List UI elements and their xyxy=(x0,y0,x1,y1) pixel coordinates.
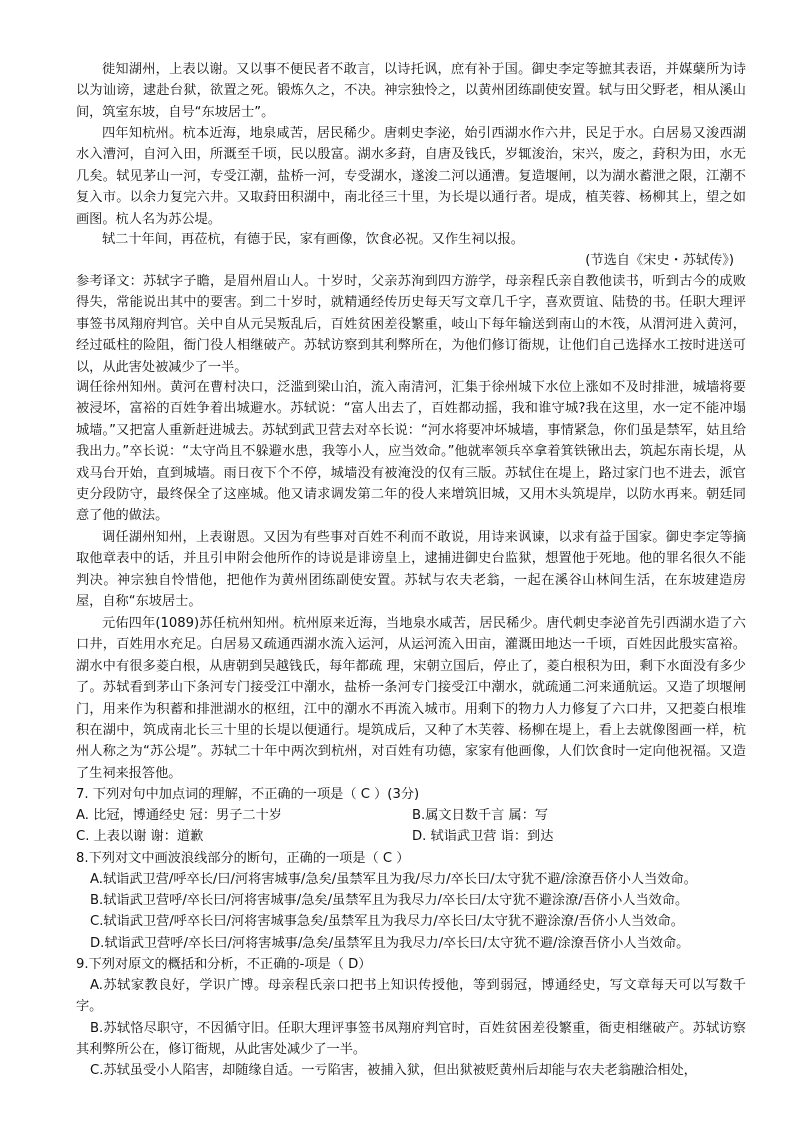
question-7-stem: 7. 下列对句中加点词的理解，不正确的一项是（ C ）(3分) xyxy=(76,787,420,802)
question-8-option-c: C.轼诣武卫营/呼卒长曰/河将害城事急矣/虽禁军且为我尽力/卒长曰/太守犹不避涂潦/吾侪小人当效命。 xyxy=(90,914,684,929)
question-9-option-c: C.苏轼虽受小人陷害，却随缘自适。一亏陷害，被捕入狱，但出狱被贬黄州后却能与农夫老翁融洽相处， xyxy=(90,1063,697,1078)
question-7-option-a: A. 比冠，博通经史 冠：男子二十岁 xyxy=(76,808,282,823)
question-7-option-c: C. 上表以谢 谢：道歉 xyxy=(76,829,204,844)
question-7-option-b: B.属文日数千言 属：写 xyxy=(412,808,549,823)
question-8-option-a: A.轼诣武卫营/呼卒长/曰/河将害城事/急矣/虽禁军且为我/尽力/卒长曰/太守犹不避/涂潦吾侪小人当效命。 xyxy=(90,872,697,887)
original-paragraph-1: 徙知湖州，上表以谢。又以事不便民者不敢言，以诗托讽，庶有补于国。御史李定等摭其表语，并媒蘖所为诗以为讪谤，逮赴台狱，欲置之死。锻炼久之，不决。神宗独怜之，以黄州团练副使安置。轼与田父野老，相从溪山间，筑室东坡，自号“东坡居士”。 xyxy=(76,62,746,120)
translation-paragraph-3: 调任湖州知州，上表谢恩。又因为有些事对百姓不利而不敢说，用诗来讽谏，以求有益于国家。御史李定等摘取他章表中的话，并且引申附会他所作的诗说是诽谤皇上，逮捕进御史台监狱，想置他于死地。他的罪名很久不能判决。神宗独自怜惜他，把他作为黄州团练副使安置。苏轼与农夫老翁，一起在溪谷山林间生活，在东坡建造房屋，自称“东坡居士。 xyxy=(76,530,746,610)
translation-paragraph-1: 参考译文：苏轼字子瞻，是眉州眉山人。十岁时，父亲苏洵到四方游学，母亲程氏亲自教他读书，听到古今的成败得失，常能说出其中的要害。到二十岁时，就精通经传历史每天写文章几千字，喜欢贾谊、陆贽的书。任职大理评事签书凤翔府判官。关中自从元吴叛乱后，百姓贫困差役繁重，岐山下每年输送到南山的木筏，从渭河进入黄河，经过砥柱的险阻，衙门役人相继破产。苏轼访察到其利弊所在，为他们修订衙规，让他们自己选择水工按时进送可以，从此害处被减少了一半。 xyxy=(76,274,746,375)
question-9-option-a: A.苏轼家教良好，学识广博。母亲程氏亲口把书上知识传授他，等到弱冠，博通经史，写文章每天可以写数千字。 xyxy=(76,978,746,1015)
question-8-stem: 8.下列对文中画波浪线部分的断句，正确的一项是（ C ） xyxy=(76,851,410,866)
question-8-option-d: D.轼诣武卫营呼/卒长曰/河将害城事/急矣/虽禁军且为我尽力/卒长曰/太守犹不避/涂潦吾侪小人当效命。 xyxy=(90,936,690,951)
original-paragraph-3: 轼二十年间，再莅杭，有德于民，家有画像，饮食必祝。又作生祠以报。 xyxy=(102,232,524,247)
original-paragraph-2: 四年知杭州。杭本近海，地泉咸苦，居民稀少。唐刺史李泌，始引西湖水作六井，民足于水。白居易又浚西湖水入漕河，自河入田，所溉至千顷，民以殷富。湖水多葑，自唐及钱氏，岁辄浚治，宋兴，废之，葑积为田，水无几矣。轼见茅山一河，专受江潮，盐桥一河，专受湖水，遂浚二河以通漕。复造堰闸，以为湖水蓄泄之限，江潮不复入市。以余力复完六井。又取葑田积湖中，南北径三十里，为长堤以通行者。堤成，植芙蓉、杨柳其上，望之如画图。杭人名为苏公堤。 xyxy=(76,126,746,227)
question-9-option-b: B.苏轼恪尽职守，不因循守旧。任职大理评事签书凤翔府判官时，百姓贫困差役繁重，衙吏相继破产。苏轼访察其利弊所公在，修订衙规，从此害处减少了一半。 xyxy=(76,1021,746,1058)
translation-paragraph-4: 元佑四年(1089)苏任杭州知州。杭州原来近海，当地泉水咸苦，居民稀少。唐代刺史李泌首先引西湖水造了六口井，百姓用水充足。白居易又疏通西湖水流入运河，从运河流入田亩，灌溉田地达一千顷，百姓因此殷实富裕。湖水中有很多菱白根，从唐朝到吴越钱氏，每年都疏 理，宋朝立国后，停止了，菱白根积为田，剩下水面没有多少了。苏轼看到茅山下条河专门接受江中潮水，盐桥一条河专门接受江中潮水，就疏通二河来通航运。又造了坝堰闸门，用来作为积蓄和排泄湖水的枢纽，江中的潮水不再流入城市。用剩下的物力人力修复了六口井，又把菱白根堆积在湖中，筑成南北长三十里的长堤以便通行。堤筑成后，又种了木芙蓉、杨柳在堤上，看上去就像图画一样，杭州人称之为“苏公堤”。苏轼二十年中两次到杭州，对百姓有功德，家家有他画像，人们饮食时一定向他祝福。又造了生祠来报答他。 xyxy=(76,616,746,781)
question-8-option-b: B.轼诣武卫营呼/卒长曰/河将害城事/急矣/虽禁军且为我尽力/卒长曰/太守犹不避涂潦/吾侪小人当效命。 xyxy=(90,893,689,908)
source-citation: (节选自《宋史・苏轼传》) xyxy=(585,253,734,268)
question-9-stem: 9.下列对原文的概括和分析，不正确的-项是（ D） xyxy=(76,957,372,972)
translation-paragraph-2: 调任徐州知州。黄河在曹村决口，泛滥到梁山泊，流入南清河，汇集于徐州城下水位上涨如不及时排泄，城墙将要被浸坏，富裕的百姓争着出城避水。苏轼说：“富人出去了，百姓都动摇，我和谁守城?我在这里，水一定不能冲塌城墙。”又把富人重新赶进城去。苏轼到武卫营去对卒长说：“河水将要冲坏城墙，事情紧急，你们虽是禁军，姑且给我出力。”卒长说：“太守尚且不躲避水患，我等小人，应当效命。”他就率领兵卒拿着箕铁锹出去，筑起东南长堤，从戏马台开始，直到城墙。雨日夜下个不停，城墙没有被淹没的仅有三版。苏轼住在堤上，路过家门也不进去，派官吏分段防守，最终保全了这座城。他又请求调发第二年的役人来增筑旧城，又用木头筑堤岸，以防水再来。朝廷同意了他的做法。 xyxy=(76,380,746,524)
question-7-option-d: D. 轼诣武卫营 诣：到达 xyxy=(412,829,554,844)
